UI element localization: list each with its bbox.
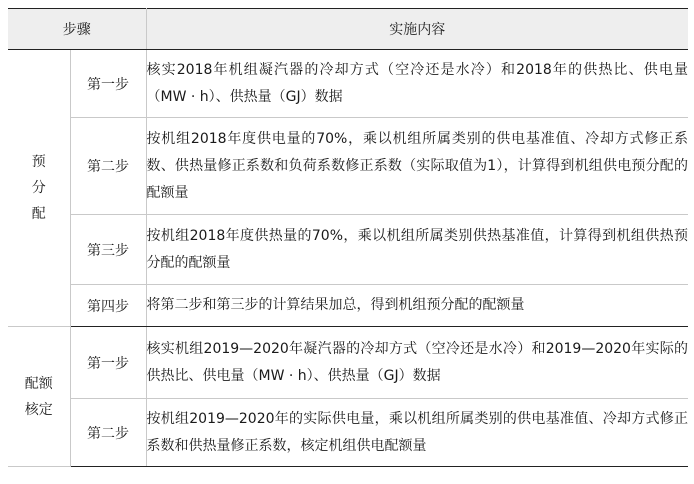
step-content: 将第二步和第三步的计算结果加总，得到机组预分配的配额量 (146, 285, 688, 327)
step-content: 按机组2018年度供热量的70%，乘以机组所属类别供热基准值，计算得到机组供热预分配的配额量 (146, 215, 688, 285)
step-label: 第二步 (70, 118, 146, 215)
step-content: 按机组2018年度供电量的70%，乘以机组所属类别的供电基准值、冷却方式修正系数、供热量修正系数和负荷系数修正系数（实际取值为1），计算得到机组供电预分配的配额量 (146, 118, 688, 215)
steps-table (8, 8, 688, 467)
phase-label-char: 分 (31, 180, 46, 196)
step-label: 第二步 (70, 399, 146, 467)
step-content: 核实机组2019—2020年凝汽器的冷却方式（空冷还是水冷）和2019—2020年实际的供热比、供电量（MW · h）、供热量（GJ）数据 (146, 327, 688, 399)
table-row (8, 285, 688, 327)
header-content: 实施内容 (146, 9, 688, 50)
phase-label-char: 预 (31, 154, 46, 170)
table-row (8, 215, 688, 285)
header-step: 步骤 (8, 9, 146, 50)
phase-label-char: 配额 (24, 375, 53, 392)
step-content: 按机组2019—2020年的实际供电量，乘以机组所属类别的供电基准值、冷却方式修正系数和供热量修正系数，核定机组供电配额量 (146, 399, 688, 467)
table-header-row (8, 9, 688, 50)
step-label: 第四步 (70, 285, 146, 327)
step-content: 核实2018年机组凝汽器的冷却方式（空冷还是水冷）和2018年的供热比、供电量（MW · h）、供热量（GJ）数据 (146, 50, 688, 118)
table-row (8, 327, 688, 399)
table-row (8, 399, 688, 467)
phase-cell-pre-allocation (8, 50, 70, 327)
phase-label-char: 核定 (24, 401, 53, 418)
table-row (8, 118, 688, 215)
phase-cell-quota-approval (8, 327, 70, 467)
step-label: 第一步 (70, 50, 146, 118)
step-label: 第三步 (70, 215, 146, 285)
step-label: 第一步 (70, 327, 146, 399)
table-row (8, 50, 688, 118)
phase-label-char: 配 (31, 206, 46, 222)
